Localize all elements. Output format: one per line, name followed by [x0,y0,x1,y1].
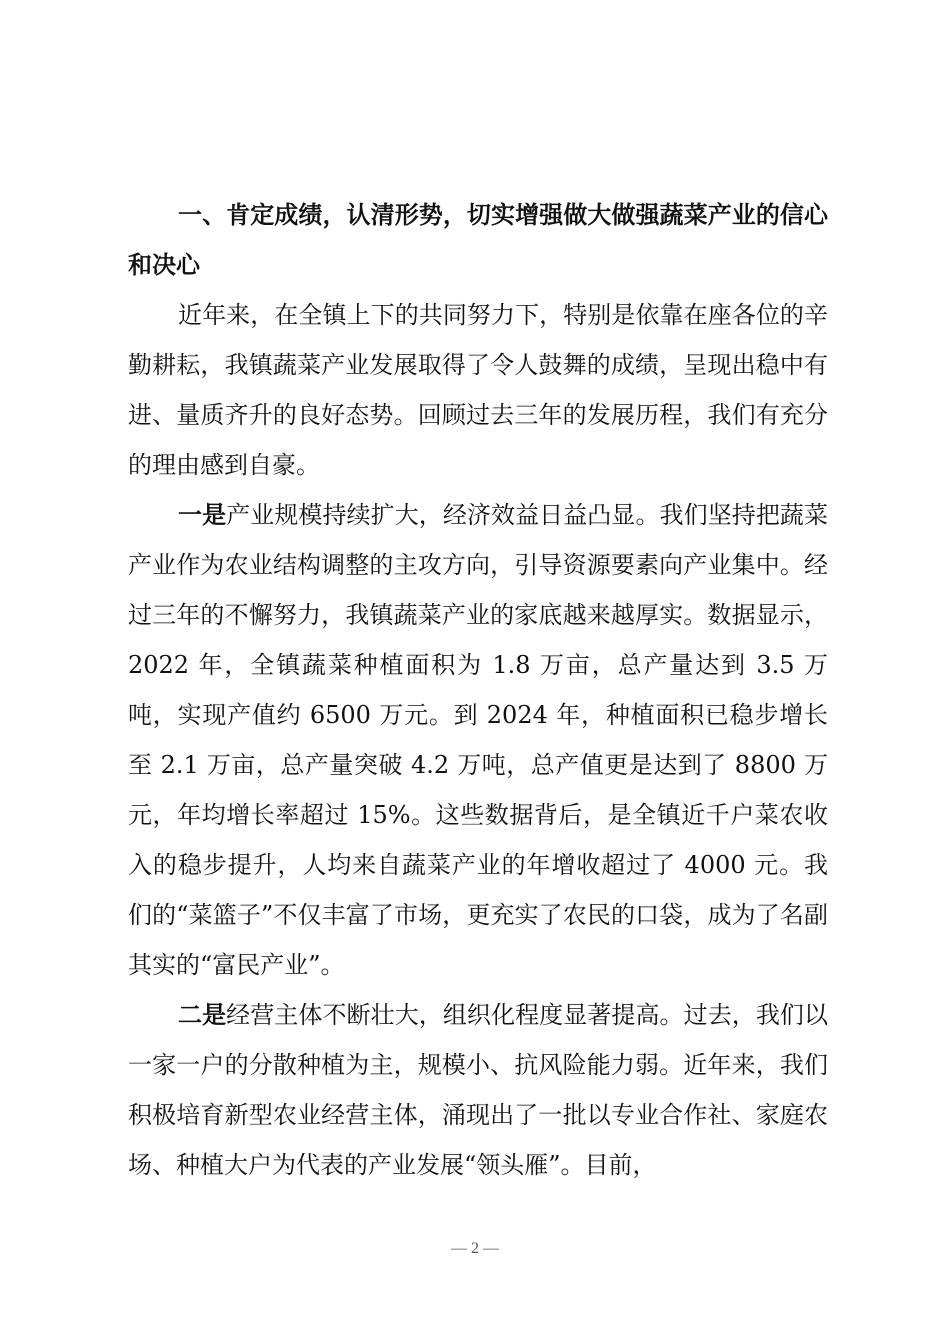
paragraph-text: 近年来，在全镇上下的共同努力下，特别是依靠在座各位的辛勤耕耘，我镇蔬菜产业发展取得了令人鼓舞的成绩，呈现出稳中有进、量质齐升的良好态势。回顾过去三年的发展历程，我们有充分的理由感到自豪。 [128,301,828,479]
paragraph-intro [128,290,828,490]
paragraph-point-2 [128,990,828,1190]
page-number: — 2 — [451,1240,499,1257]
paragraph-point-1 [128,490,828,990]
paragraph-lead: 一是 [178,501,227,529]
document-body [128,190,828,1190]
section-heading: 一、肯定成绩，认清形势，切实增强做大做强蔬菜产业的信心和决心 [128,201,828,279]
paragraph-lead: 二是 [178,1001,227,1029]
paragraph-text: 产业规模持续扩大，经济效益日益凸显。我们坚持把蔬菜产业作为农业结构调整的主攻方向，引导资源要素向产业集中。经过三年的不懈努力，我镇蔬菜产业的家底越来越厚实。数据显示，2022 年，全镇蔬菜种植面积为 1.8 万亩，总产量达到 3.5 万吨，实现产值约 6500 万元。到 2024 年，种植面积已稳步增长至 2.1 万亩，总产量突破 4.2 万吨，总产值更是达到了 8800 万元，年均增长率超过 15%。这些数据背后，是全镇近千户菜农收入的稳步提升，人均来自蔬菜产业的年增收超过了 4000 元。我们的“菜篮子”不仅丰富了市场，更充实了农民的口袋，成为了名副其实的“富民产业”。 [128,501,829,979]
paragraph-text: 经营主体不断壮大，组织化程度显著提高。过去，我们以一家一户的分散种植为主，规模小、抗风险能力弱。近年来，我们积极培育新型农业经营主体，涌现出了一批以专业合作社、家庭农场、种植大户为代表的产业发展“领头雁”。目前， [128,1001,829,1179]
